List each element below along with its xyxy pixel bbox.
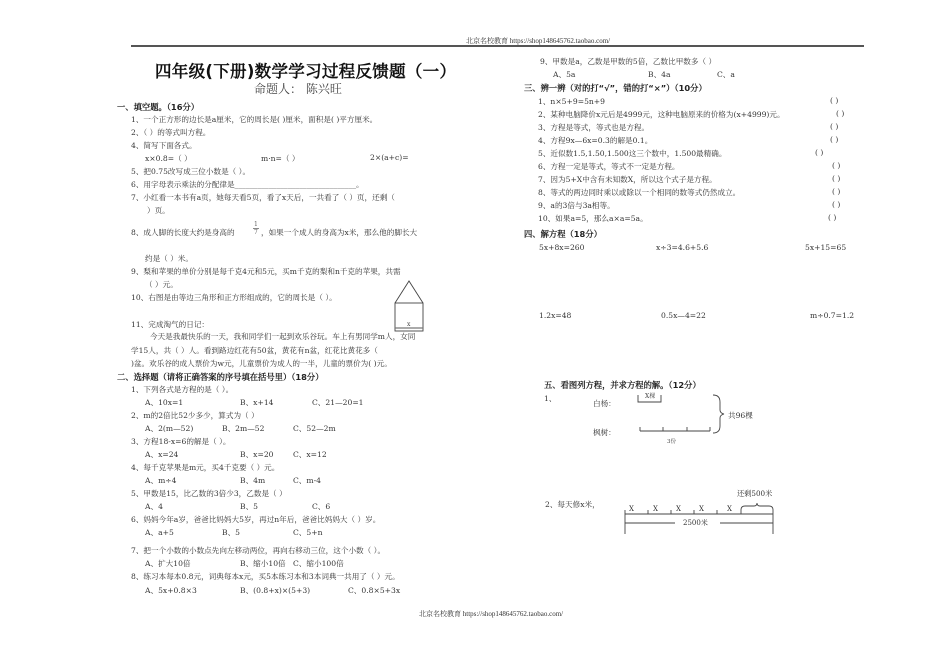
section-4-heading: 四、解方程（18分）	[524, 229, 602, 239]
s2-q5-c: C、6	[312, 502, 331, 511]
s2-q4-c: C、m-4	[293, 476, 322, 485]
s3-q9: 9、a的3倍与3a相等。	[538, 201, 615, 210]
s3-q8-answer[interactable]: ( )	[832, 187, 841, 196]
s2-q6-c: C、5+n	[293, 528, 323, 537]
s2-q3-c: C、x=12	[293, 450, 327, 459]
fraction-numerator: 1	[254, 221, 258, 228]
road-seg-1: X	[629, 505, 634, 513]
s3-q10: 10、如果a=5，那么a×a=5a。	[538, 214, 648, 223]
s1-q4b: m·n=（ ）	[261, 154, 300, 163]
s3-q8: 8、等式的两边同时乘以或除以一个相同的数等式仍然成立。	[538, 188, 741, 197]
s3-q9-answer[interactable]: ( )	[832, 200, 841, 209]
s2-q6-a: A、a+5	[145, 528, 174, 537]
s2-q1-b: B、x+14	[240, 398, 274, 407]
header-rule	[131, 45, 864, 47]
s5-top-label: X棵	[645, 393, 656, 400]
s5-label-baiyang: 白杨：	[593, 399, 616, 408]
s3-q4-answer[interactable]: ( )	[830, 135, 839, 144]
road-total-label: 2500米	[683, 519, 708, 527]
s1-q10: 10、右图是由等边三角形和正方形组成的，它的周长是（ ）。	[131, 293, 337, 302]
s1-q7: 7、小红看一本书有a页，她每天看5页，看了x天后，一共看了（ ）页，还剩（	[131, 193, 395, 202]
section-3-heading: 三、辨一辨（对的打“√”，错的打“×”）（10分）	[524, 83, 707, 93]
page-title: 四年级(下册)数学学习过程反馈题（一）	[155, 62, 457, 81]
s3-q7: 7、因为5+X中含有未知数X，所以这个式子是方程。	[538, 175, 717, 184]
s2-q4: 4、每千克苹果是m元，买4千克要（ ）元。	[131, 463, 280, 472]
s3-q3: 3、方程是等式，等式也是方程。	[538, 123, 650, 132]
s1-q11-l1: 今天是我最快乐的一天，我和同学们一起到欢乐谷玩。车上有男同学m人，女同	[150, 332, 416, 341]
s1-q6: 6、用字母表示乘法的分配律是________________________________。	[131, 180, 364, 189]
s2-q2: 2、m的2倍比52少多少，算式为（ ）	[131, 411, 259, 420]
s2-q7-c: C、缩小100倍	[293, 559, 344, 568]
equation-1: 5x+8x=260	[539, 243, 585, 252]
s3-q5-answer[interactable]: ( )	[815, 148, 824, 157]
tree-bar-diagram	[630, 392, 730, 440]
s2-q4-b: B、4m	[240, 476, 266, 485]
s2-q2-a: A、2(m—52)	[145, 424, 194, 433]
s2-q5: 5、甲数是15，比乙数的3倍少3，乙数是（ ）	[131, 489, 287, 498]
s3-q10-answer[interactable]: ( )	[828, 213, 837, 222]
s2-q8: 8、练习本每本0.8元，词典每本x元，买5本练习本和3本词典一共用了（ ）元。	[131, 572, 400, 581]
fraction-denominator: 7	[254, 229, 258, 236]
s3-q2: 2、某种电脑降价x元后是4999元，这种电脑原来的价格为(x+4999)元。	[538, 110, 785, 119]
s2-q1: 1、下列各式是方程的是（ ）。	[131, 385, 234, 394]
s2-q3: 3、方程18-x=6的解是（ ）。	[131, 437, 231, 446]
s1-q9-cont: （ ）元。	[145, 280, 178, 289]
s1-q2: 2、（ ）的等式叫方程。	[131, 128, 211, 137]
equation-5: 0.5x—4=22	[661, 311, 706, 320]
s3-q2-answer[interactable]: ( )	[836, 109, 845, 118]
s1-q4: 4、简写下面各式。	[131, 141, 197, 150]
section-2-heading: 二、选择题（请将正确答案的序号填在括号里）（18分）	[117, 372, 324, 382]
s2-q2-b: B、2m—52	[222, 424, 265, 433]
s2-q9-a: A、5a	[553, 70, 576, 79]
house-figure	[392, 277, 432, 335]
fraction	[253, 221, 259, 236]
s2-q4-a: A、m÷4	[145, 476, 177, 485]
s2-q3-a: A、x=24	[145, 450, 179, 459]
s3-q7-answer[interactable]: ( )	[832, 174, 841, 183]
section-1-heading: 一、填空题。（16分）	[117, 102, 200, 112]
s3-q1: 1、n×5+9=5n+9	[538, 97, 605, 106]
s3-q6: 6、方程一定是等式，等式不一定是方程。	[538, 162, 680, 171]
s2-q1-c: C、21—20=1	[312, 398, 364, 407]
s2-q6: 6、妈妈今年a岁，爸爸比妈妈大5岁，再过n年后，爸爸比妈妈大（ ）岁。	[131, 515, 381, 524]
s1-q7-cont: ）页。	[147, 206, 170, 215]
s1-q8-cont: 约是（ ）米。	[145, 254, 193, 263]
s2-q8-c: C、0.8×5+3x	[348, 586, 401, 595]
s2-q7: 7、把一个小数的小数点先向左移动两位，再向右移动三位，这个小数（ ）。	[131, 546, 386, 555]
section-5-heading: 五、看图列方程，并求方程的解。（12分）	[544, 380, 701, 390]
s1-q1: 1、一个正方形的边长是a厘米，它的周长是( )厘米，面积是( )平方厘米。	[131, 115, 378, 124]
s2-q8-b: B、(0.8+x)×(5+3)	[240, 586, 311, 595]
s5-bottom-label: 3份	[667, 439, 676, 445]
s1-q4a: x×0.8=（ ）	[145, 154, 192, 163]
road-seg-2: X	[653, 505, 658, 513]
s2-q7-a: A、扩大10倍	[145, 559, 191, 568]
s5-remain-label: 还剩500米	[737, 489, 773, 498]
s2-q9-c: C、a	[717, 70, 735, 79]
s5-label-fengshu: 枫树：	[593, 428, 616, 437]
s2-q9: 9、甲数是a，乙数是甲数的5倍，乙数比甲数多（ ）	[540, 57, 717, 66]
house-label: x	[407, 321, 411, 328]
s3-q6-answer[interactable]: ( )	[832, 161, 841, 170]
header-url: 北京名校教育 https://shop148645762.taobao.com/	[466, 37, 611, 45]
s2-q8-a: A、5x+0.8×3	[145, 586, 197, 595]
s3-q5: 5、近似数1.5,1.50,1.500这三个数中，1.500最精确。	[538, 149, 727, 158]
s2-q5-a: A、4	[145, 502, 163, 511]
s3-q3-answer[interactable]: ( )	[830, 122, 839, 131]
s2-q6-b: B、5	[222, 528, 241, 537]
s1-q8: 8、成人脚的长度大约是身高的	[131, 228, 235, 237]
s5-q1-number: 1、	[544, 394, 557, 403]
author-line: 命题人： 陈兴旺	[254, 82, 342, 96]
s2-q1-a: A、10x=1	[145, 398, 184, 407]
s2-q9-b: B、4a	[648, 70, 671, 79]
s2-q3-b: B、x=20	[240, 450, 274, 459]
s3-q4: 4、方程9x—6x=0.3的解是0.1。	[538, 136, 653, 145]
s2-q7-b: B、缩小10倍	[240, 559, 286, 568]
equation-4: 1.2x=48	[539, 311, 572, 320]
s5-total: 共96棵	[728, 411, 753, 420]
footer-url: 北京名校教育 https://shop148645762.taobao.com/	[419, 610, 564, 618]
equation-6: m÷0.7=1.2	[810, 311, 855, 320]
road-diagram	[620, 500, 780, 536]
road-seg-5: X	[727, 505, 732, 513]
s2-q2-c: C、52—2m	[293, 424, 336, 433]
equation-2: x÷3=4.6+5.6	[656, 243, 709, 252]
s1-q11: 11、完成淘气的日记：	[131, 320, 210, 329]
s1-q4c: 2×(a+c)=	[370, 153, 409, 162]
road-seg-3: X	[676, 505, 681, 513]
s3-q1-answer[interactable]: ( )	[830, 96, 839, 105]
s1-q11-l2: 学15人，共（ ）人。看到路边红花有50盆，黄花有n盆，红花比黄花多（	[131, 346, 378, 355]
s2-q5-b: B、5	[240, 502, 259, 511]
s5-q2: 2、每天修x米，	[545, 500, 600, 509]
equation-3: 5x+15=65	[805, 243, 847, 252]
road-seg-4: X	[699, 505, 704, 513]
s1-q8-rest: ，如果一个成人的身高为x米，那么他的脚长大	[261, 228, 418, 237]
s1-q11-l3: )盆。欢乐谷的成人票价为w元，儿童票价为成人的一半，儿童的票价为( )元。	[131, 359, 392, 368]
s1-q5: 5、把0.75改写成三位小数是（ ）。	[131, 167, 251, 176]
s1-q9: 9、梨和苹果的单价分别是每千克4元和5元，买m千克的梨和n千克的苹果，共需	[131, 267, 401, 276]
